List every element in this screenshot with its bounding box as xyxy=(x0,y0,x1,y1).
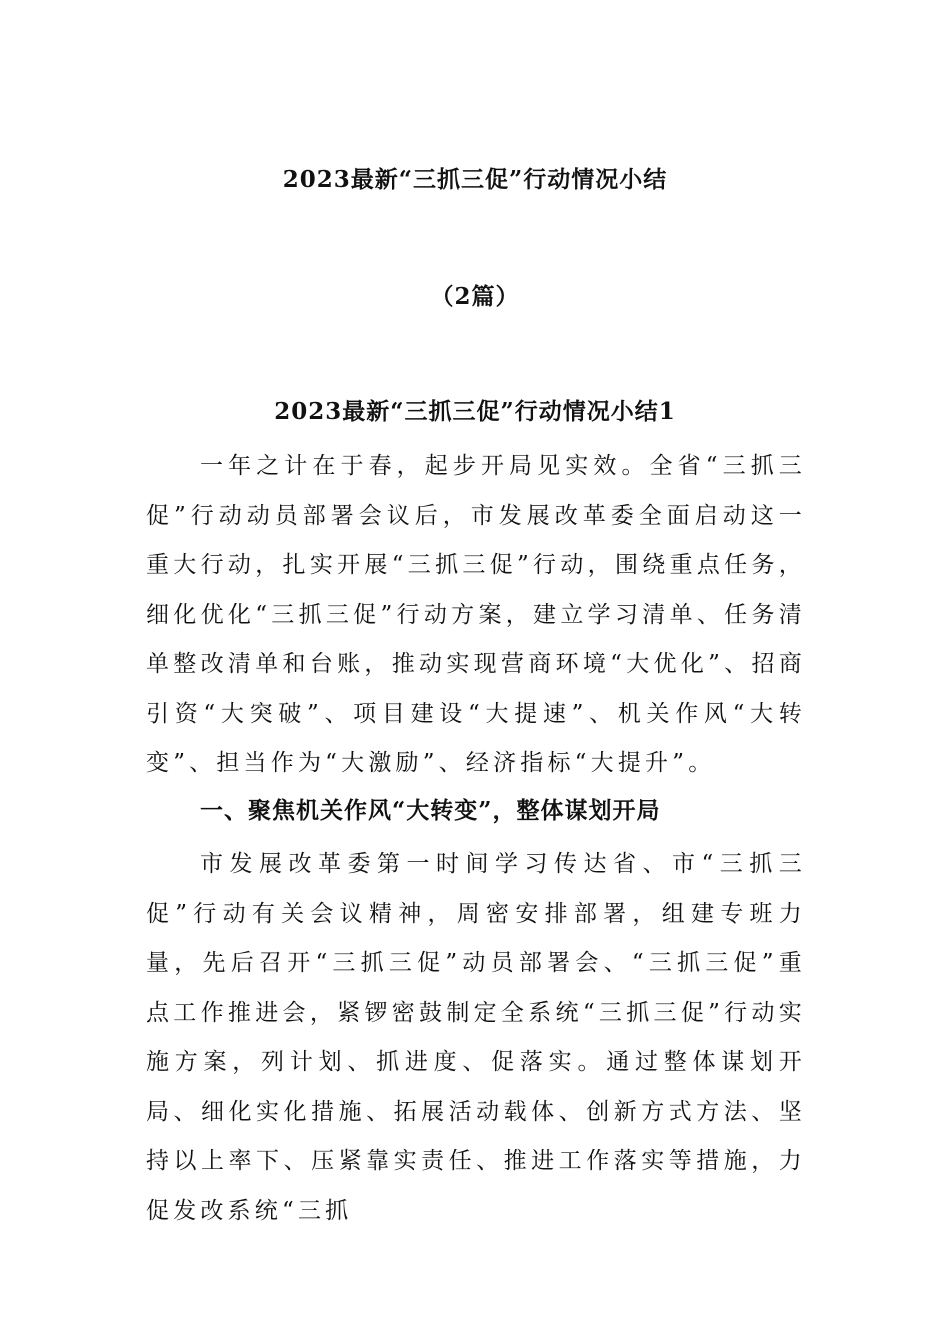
document-title: 2023最新“三抓三促”行动情况小结 xyxy=(282,166,668,193)
intro-paragraph: 一年之计在于春，起步开局见实效。全省“三抓三促”行动动员部署会议后，市发展改革委全面启动这一重大行动，扎实开展“三抓三促”行动，围绕重点任务，细化优化“三抓三促”行动方案，建立学习清单、任务清单整改清单和台账，推动实现营商环境“大优化”、招商引资“大突破”、项目建设“大提速”、机关作风“大转变”、担当作为“大激励”、经济指标“大提升”。 xyxy=(146,453,806,776)
section-heading-1: 一、聚焦机关作风“大转变”，整体谋划开局 xyxy=(200,797,661,824)
section-title: 2023最新“三抓三促”行动情况小结1 xyxy=(274,398,676,425)
document-count-note: （2篇） xyxy=(430,283,520,310)
body-paragraph-2: 市发展改革委第一时间学习传达省、市“三抓三促”行动有关会议精神，周密安排部署，组建专班力量，先后召开“三抓三促”动员部署会、“三抓三促”重点工作推进会，紧锣密鼓制定全系统“三抓三促”行动实施方案，列计划、抓进度、促落实。通过整体谋划开局、细化实化措施、拓展活动载体、创新方式方法、坚持以上率下、压紧靠实责任、推进工作落实等措施，力促发改系统“三抓 xyxy=(146,851,806,1224)
